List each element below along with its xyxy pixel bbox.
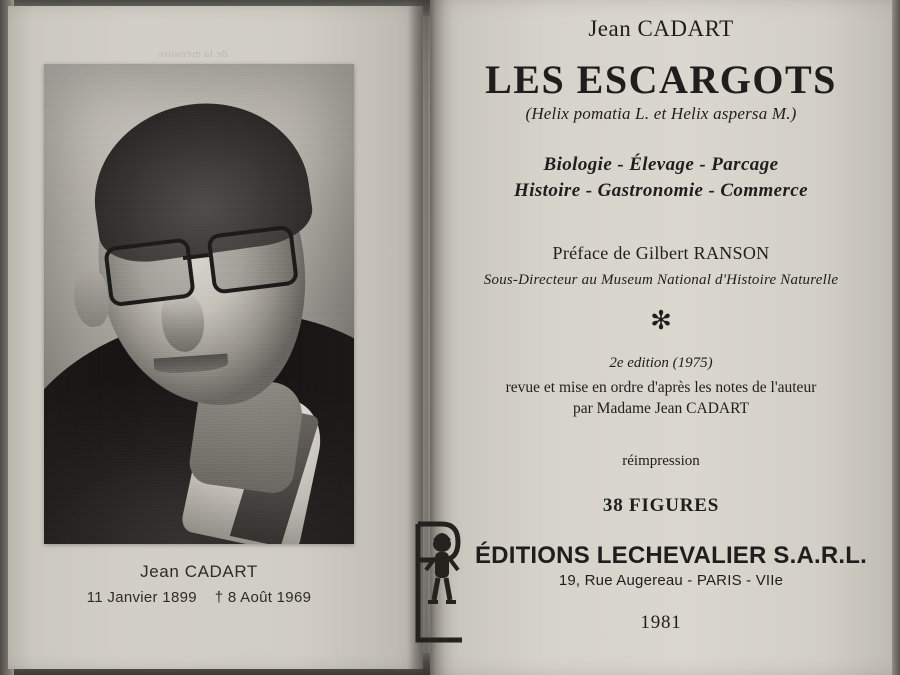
caption-dates: 11 Janvier 1899 † 8 Août 1969 xyxy=(86,589,312,606)
publisher-logo-dwarf-icon xyxy=(412,518,468,646)
publisher-name: ÉDITIONS LECHEVALIER S.A.R.L. xyxy=(474,542,868,569)
revision-note-line-1: revue et mise en ordre d'après les notes de l'auteur xyxy=(505,379,817,396)
figures-count: 38 FIGURES xyxy=(602,495,720,516)
book-title: LES ESCARGOTS xyxy=(485,57,837,102)
preface-author: Préface de Gilbert RANSON xyxy=(552,243,770,263)
topics-line-2: Histoire - Gastronomie - Commerce xyxy=(514,180,808,201)
photo-caption xyxy=(44,562,354,606)
publisher-address: 19, Rue Augereau - PARIS - VIIe xyxy=(558,572,784,589)
title-page-content xyxy=(430,0,892,675)
revision-note-line-2: par Madame Jean CADART xyxy=(573,400,749,417)
preface-author-title: Sous-Directeur au Museum National d'Histoire Naturelle xyxy=(483,272,839,288)
asterisk-ornament: ✻ xyxy=(650,306,672,335)
reimpression-note: réimpression xyxy=(622,453,700,469)
topics-line-1: Biologie - Élevage - Parcage xyxy=(543,154,779,175)
latin-subtitle: (Helix pomatia L. et Helix aspersa M.) xyxy=(525,104,797,123)
author-name: Jean CADART xyxy=(588,16,734,41)
portrait-photo-image xyxy=(44,64,354,544)
edition-statement: 2e edition (1975) xyxy=(609,355,713,371)
portrait-photo xyxy=(44,64,354,544)
left-page xyxy=(8,6,423,669)
publication-year: 1981 xyxy=(640,612,682,633)
caption-name: Jean CADART xyxy=(140,562,258,581)
bleed-text-1: de la mémoire xyxy=(158,48,228,60)
photo-vignette xyxy=(44,64,354,544)
